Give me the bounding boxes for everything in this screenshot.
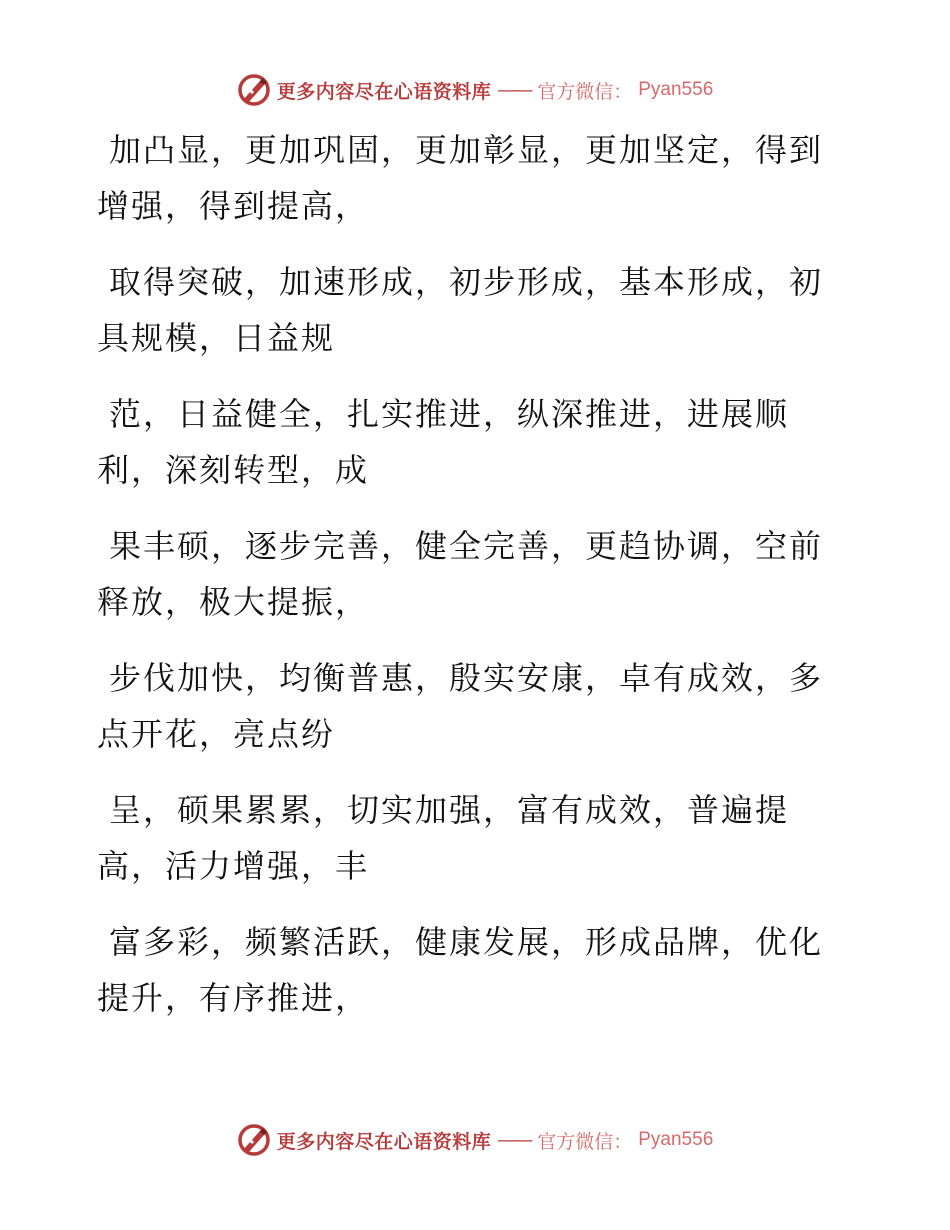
footer-site-name: 更多内容尽在心语资料库 <box>276 1130 492 1153</box>
footer-banner-content <box>237 1123 714 1157</box>
header-wechat-label: 官方微信： <box>537 80 633 103</box>
paragraph-2-line-2: 具规模，日益规 <box>97 319 336 357</box>
paragraph-5 <box>97 650 837 762</box>
paragraph-1-line-1: 加凸显，更加巩固，更加彰显，更加坚定，得到 <box>109 131 824 169</box>
paragraph-7-line-2: 提升，有序推进， <box>97 979 370 1017</box>
pen-logo-icon <box>237 73 271 107</box>
paragraph-3 <box>97 386 837 498</box>
paragraph-5-line-2: 点开花，亮点纷 <box>97 715 336 753</box>
header-banner-content <box>237 73 714 107</box>
paragraph-5-line-1: 步伐加快，均衡普惠，殷实安康，卓有成效，多 <box>109 659 824 697</box>
footer-wechat-label: 官方微信： <box>537 1130 633 1153</box>
footer-dash: —— <box>497 1129 532 1151</box>
paragraph-7 <box>97 914 837 1026</box>
paragraph-2-line-1: 取得突破，加速形成，初步形成，基本形成，初 <box>109 263 824 301</box>
paragraph-6-line-2: 高，活力增强，丰 <box>97 847 370 885</box>
header-site-name: 更多内容尽在心语资料库 <box>276 80 492 103</box>
paragraph-7-line-1: 富多彩，频繁活跃，健康发展，形成品牌，优化 <box>109 923 824 961</box>
paragraph-1-line-2: 增强，得到提高， <box>97 187 370 225</box>
header-banner <box>0 68 950 112</box>
paragraph-3-line-1: 范，日益健全，扎实推进，纵深推进，进展顺 <box>109 395 790 433</box>
paragraph-4-line-2: 释放，极大提振， <box>97 583 370 621</box>
paragraph-4 <box>97 518 837 630</box>
document-body <box>97 122 837 1046</box>
paragraph-2 <box>97 254 837 366</box>
footer-banner <box>0 1118 950 1162</box>
header-dash: —— <box>497 79 532 101</box>
paragraph-4-line-1: 果丰硕，逐步完善，健全完善，更趋协调，空前 <box>109 527 824 565</box>
paragraph-6 <box>97 782 837 894</box>
paragraph-6-line-1: 呈，硕果累累，切实加强，富有成效，普遍提 <box>109 791 790 829</box>
paragraph-3-line-2: 利，深刻转型，成 <box>97 451 370 489</box>
paragraph-1 <box>97 122 837 234</box>
header-wechat-id: Pyan556 <box>638 79 714 100</box>
footer-wechat-id: Pyan556 <box>638 1129 714 1150</box>
pen-logo-icon <box>237 1123 271 1157</box>
